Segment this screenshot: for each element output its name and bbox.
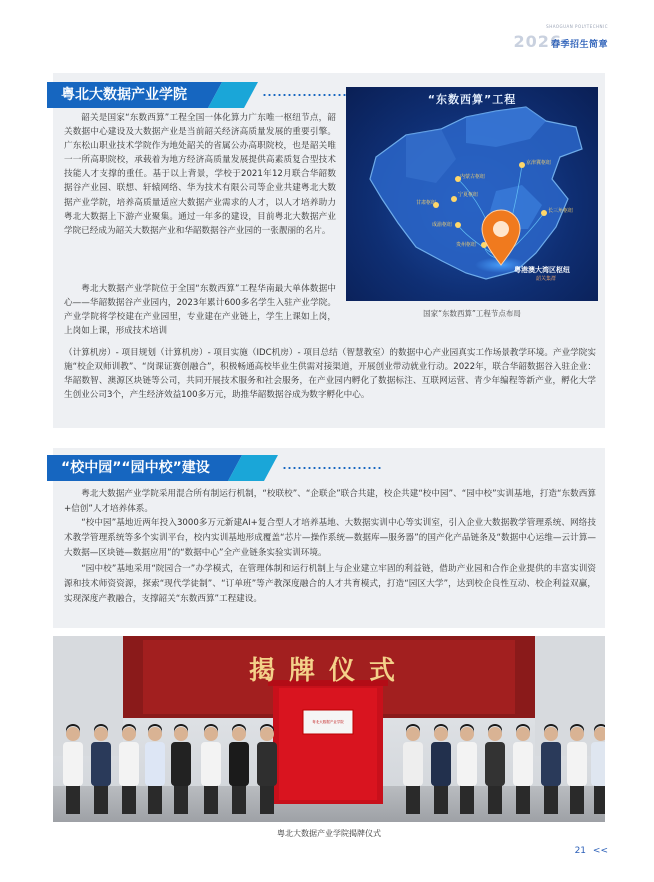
double-chevron-left-icon: << xyxy=(592,846,608,856)
page-number-value: 21 xyxy=(574,846,587,856)
attendee-figure xyxy=(591,724,605,814)
map-title: “东数西算”工程 xyxy=(427,93,517,106)
map-label-gba: 粤港澳大湾区枢纽 xyxy=(514,266,570,274)
attendee-figure xyxy=(513,724,533,814)
attendee-figure xyxy=(567,724,587,814)
attendee-figure xyxy=(201,724,221,814)
header-small-text: SHAOGUAN POLYTECHNIC xyxy=(546,24,608,29)
section1-paragraph-2a: 粤北大数据产业学院位于全国“东数西算”工程华南最大单体数据中心——华韶数据谷产业园内，2023年累计600多名学生入驻产业学院。产业学院将学校建在产业园里，专业建在产业链上，学生上课如上岗，上岗如上课，形成技术培训 xyxy=(64,284,336,337)
attendee-figure xyxy=(403,724,423,814)
map-label-ningxia: 宁夏枢纽 xyxy=(458,192,479,198)
east-data-west-compute-map xyxy=(346,87,598,301)
section1-paragraph-2b: （计算机房）- 项目规划（计算机房）- 项目实施（IDC机房）- 项目总结（智慧教室）的数据中心产业园真实工作场景教学环境。产业学院实施“校企双师训教”、“岗课证赛创融合”，积极畅通高校毕业生供需对接渠道，开展创业带动就业行动。2022年，联合华韶数据谷入驻企业：华韶数智、澳源区块链等公司，共同开展技术服务和社会服务，在产业园内孵化了数据标注、互联网运营、青少年编程等新产业，孵化大学生创业公司3个，产生经济效益100多万元，助推华韶数据谷成为数字孵化中心。 xyxy=(64,348,596,401)
section2-paragraph-2: “校中园”基地近两年投入3000多万元新建AI+复合型人才培养基地、大数据实训中心等实训室，引入企业大数据教学管理系统、网络技术教学管理系统等多个实训平台，校内实训基地形成覆盖“芯片—操作系统—数据库—服务器”的国产化产品链条及“数据中心运维—云计算—大数据—区块链—数据应用”的“数据中心”全产业链条实验实训环境。 xyxy=(64,518,596,559)
section2-paragraph-1: 粤北大数据产业学院采用混合所有制运行机制，“校联校”、“企联企”联合共建，校企共建“校中园”、“园中校”实训基地，打造“东数西算+信创”人才培养体系。 xyxy=(64,489,596,515)
header-year: 2026 xyxy=(513,32,562,51)
attendee-figure xyxy=(457,724,477,814)
attendee-figure xyxy=(145,724,165,814)
section1-paragraph-1: 韶关是国家“东数西算”工程全国一体化算力广东唯一枢纽节点，韶关数据中心建设及大数据产业是当前韶关经济高质量发展的重要引擎。广东松山职业技术学院作为地处韶关的省属公办高职院校，也是韶关唯一一所高职院校，承载着为地方经济高质量发展提供高素质复合型技术技能人才支撑的重任。基于以上背景，学校于2021年12月联合华韶数据谷产业园、联想、轩辕网络、华为技术有限公司等企业共建粤北大数据产业学院，培养高质量适应大数据产业需求的人才，以人才培养助力粤北大数据上下游产业聚集。通过一年多的建设，目前粤北大数据产业学院已经成为韶关大数据产业和华韶数据谷产业园的一张靓丽的名片。 xyxy=(64,113,336,236)
map-label-jingjinji: 京津冀枢纽 xyxy=(526,160,552,166)
attendee-figure xyxy=(485,724,505,814)
header-title: 春季招生简章 xyxy=(550,40,608,50)
attendee-figure xyxy=(541,724,561,814)
attendee-figure xyxy=(91,724,111,814)
page-number xyxy=(575,846,608,856)
ceremony-attendees xyxy=(53,636,605,822)
map-label-inner-mongolia: 内蒙古枢纽 xyxy=(460,174,486,180)
attendee-figure xyxy=(257,724,277,814)
map-label-chengyu: 成渝枢纽 xyxy=(432,222,453,228)
attendee-figure xyxy=(119,724,139,814)
map-label-yangtze: 长三角枢纽 xyxy=(548,208,574,214)
map-label-guizhou: 贵州枢纽 xyxy=(456,242,477,248)
attendee-figure xyxy=(431,724,451,814)
map-caption: 国家“东数西算”工程节点布局 xyxy=(423,309,521,318)
photo-caption: 粤北大数据产业学院揭牌仪式 xyxy=(277,829,381,838)
ceremony-photo xyxy=(53,636,605,822)
section1-title xyxy=(47,82,276,108)
section2-paragraph-3: “园中校”基地采用“院园合一”办学模式，在管理体制和运行机制上与企业建立牢固的利益链，借助产业园和合作企业提供的丰富实训资源和技术师资资源，探索“现代学徒制”、“订单班”等产教深度融合的人才共育模式，打造“园区大学”，达到校企良性互动、校企利益双赢，实现深度产教融合，支撑韶关“东数西算”工程建设。 xyxy=(64,564,596,605)
ceremony-banner-text: 揭牌仪式 xyxy=(248,656,409,686)
section2-title-text: “校中园”“园中校”建设 xyxy=(61,460,210,476)
section2-title xyxy=(47,455,291,481)
map-label-gansu: 甘肃枢纽 xyxy=(416,200,437,206)
attendee-figure xyxy=(171,724,191,814)
map-label-shaoguan-cluster: 韶关集群 xyxy=(536,276,557,282)
section1-title-text: 粤北大数据产业学院 xyxy=(61,87,187,103)
plaque-text: 粤北大数据产业学院 xyxy=(312,720,344,724)
attendee-figure xyxy=(63,724,83,814)
attendee-figure xyxy=(229,724,249,814)
